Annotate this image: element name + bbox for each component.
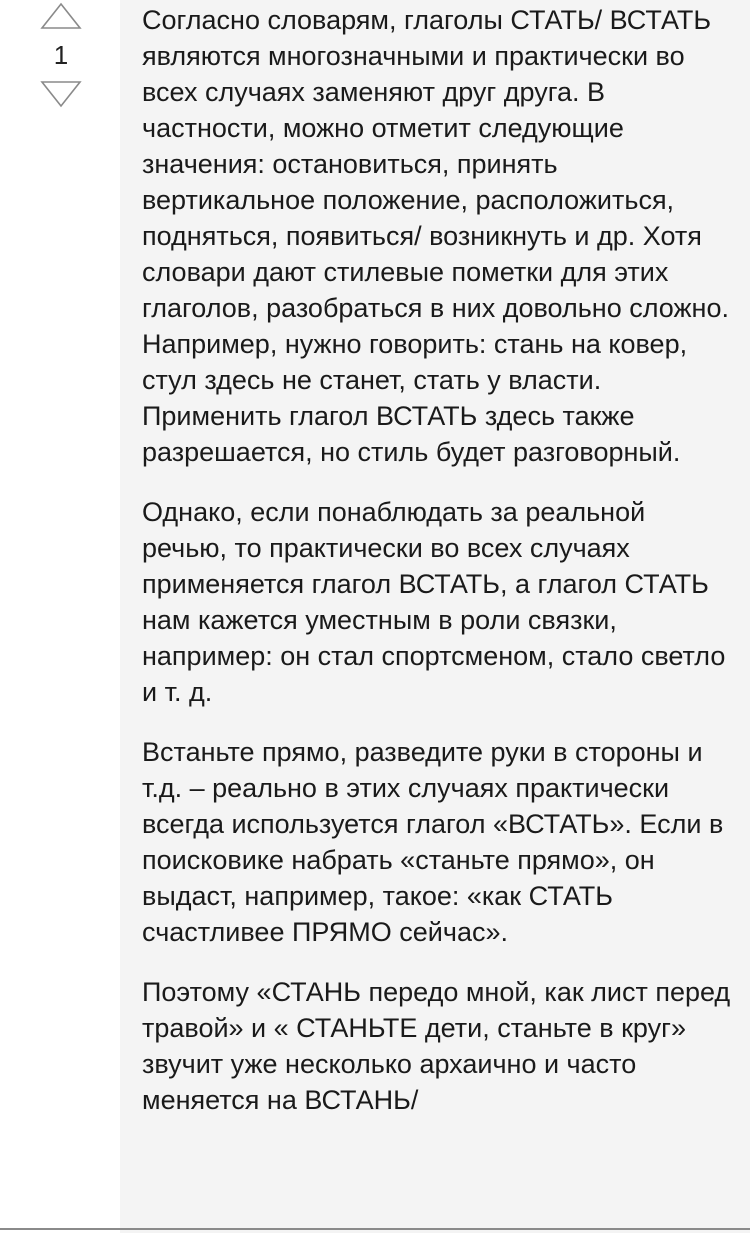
downvote-button[interactable] [40, 80, 82, 108]
bottom-divider [0, 1228, 750, 1230]
answer-text [120, 0, 750, 1118]
answer-body [120, 0, 750, 1233]
answer-paragraph: Согласно словарям, глаголы СТАТЬ/ ВСТАТЬ являются многозначными и практически во всех случаях заменяют друг друга. В частности, можно отметит следующие значения: остановиться, принять вертикальное положение, расположиться, подняться, появиться/ возникнуть и др. Хотя словари дают стилевые пометки для этих глаголов, разобраться в них довольно сложно. Например, нужно говорить: стань на ковер, стул здесь не станет, стать у власти. Применить глагол ВСТАТЬ здесь также разрешается, но стиль будет разговорный. [142, 5, 729, 467]
triangle-down-icon [40, 80, 82, 108]
answer-paragraph: Встаньте прямо, разведите руки в стороны и т.д. – реально в этих случаях практически всегда используется глагол «ВСТАТЬ». Если в поисковике набрать «станьте прямо», он выдаст, например, такое: «как СТАТЬ счастливее ПРЯМО сейчас». [142, 737, 724, 947]
vote-count: 1 [53, 40, 69, 70]
upvote-button[interactable] [40, 2, 82, 30]
vote-column [0, 0, 120, 1233]
answer-paragraph: Поэтому «СТАНЬ передо мной, как лист перед травой» и « СТАНЬТЕ дети, станьте в круг» звучит уже несколько архаично и часто меняется на ВСТАНЬ/ [142, 977, 731, 1115]
answer-paragraph: Однако, если понаблюдать за реальной речью, то практически во всех случаях применяется глагол ВСТАТЬ, а глагол СТАТЬ нам кажется уместным в роли связки, например: он стал спортсменом, стало светло и т. д. [142, 497, 726, 707]
triangle-up-icon [40, 2, 82, 30]
